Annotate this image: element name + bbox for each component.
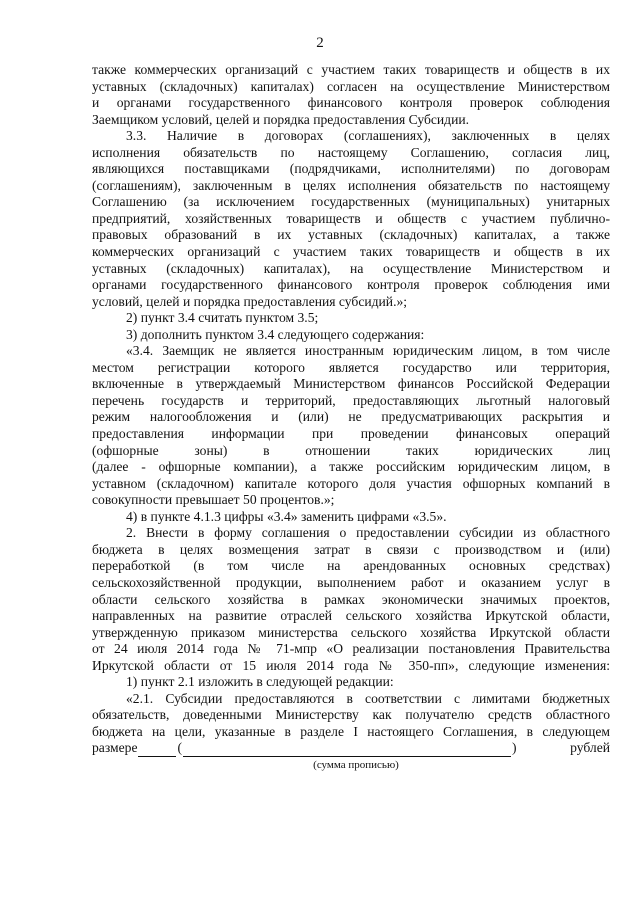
text-line: уставных (складочных) капиталах), на осуществление Министерством и xyxy=(92,260,610,276)
text-line: 4) в пункте 4.1.3 цифры «3.4» заменить цифрами «3.5». xyxy=(126,508,447,524)
text-line: 1) пункт 2.1 изложить в следующей редакции: xyxy=(126,674,394,690)
sum-label: размере xyxy=(92,740,138,756)
text-line: являющихся поставщиками (подрядчиками, исполнителями) по договорам xyxy=(92,161,610,177)
document-body xyxy=(92,62,610,772)
text-line: бюджета на цели, указанные в разделе I настоящего Соглашения, в следующем xyxy=(92,723,610,739)
sum-words-blank xyxy=(183,743,511,757)
sum-close-paren: ) xyxy=(512,740,517,756)
sum-caption: (сумма прописью) xyxy=(313,758,399,771)
text-line: (далее - офшорные компании), а также российским юридическим лицом, в xyxy=(92,459,610,475)
paragraph-lines xyxy=(92,62,610,740)
text-line: совокупности превышает 50 процентов.»; xyxy=(92,492,335,508)
text-line: и органами государственного финансового контроля проверок соблюдения xyxy=(92,95,610,111)
text-line: Заемщиком условий, целей и порядка предоставления Субсидии. xyxy=(92,111,470,127)
text-line: 3.3. Наличие в договорах (соглашениях), заключенных в целях xyxy=(126,128,610,144)
text-line: включенные в утверждаемый Министерством финансов Российской Федерации xyxy=(92,376,610,392)
text-line: (офшорные зоны) в отношении таких юридических лиц xyxy=(92,442,610,458)
text-line: «3.4. Заемщик не является иностранным юридическим лицом, в том числе xyxy=(126,343,610,359)
text-line: перечень государств и территорий, предоставляющих льготный налоговый xyxy=(92,392,610,408)
text-line: области сельского хозяйства в рамках экономически значимых проектов, xyxy=(92,591,610,607)
text-line: направленных на развитие отраслей сельского хозяйства Иркутской области, xyxy=(92,608,610,624)
text-line: также коммерческих организаций с участием таких товариществ и обществ в их xyxy=(92,62,610,77)
sum-number-blank xyxy=(138,743,176,757)
text-line: бюджета в целях возмещения затрат в связи с производством и (или) xyxy=(92,541,610,557)
text-line: предприятий, хозяйственных товариществ и обществ с участием публично- xyxy=(92,210,610,226)
text-line: (соглашениям), заключенным в целях исполнения обязательств по настоящему xyxy=(92,177,610,193)
text-line: 2) пункт 3.4 считать пунктом 3.5; xyxy=(126,310,319,326)
text-line: 3) дополнить пунктом 3.4 следующего содержания: xyxy=(126,326,425,342)
text-line: исполнения обязательств по настоящему Соглашению, согласия лиц, xyxy=(92,144,610,160)
page-number: 2 xyxy=(316,35,324,51)
text-line: условий, целей и порядка предоставления субсидий.»; xyxy=(92,293,408,309)
text-line: сельскохозяйственной продукции, выполнением работ и оказанием услуг в xyxy=(92,574,610,590)
text-line: утвержденную приказом министерства сельского хозяйства Иркутской области xyxy=(92,624,610,640)
text-line: режим налогообложения и (или) не предусматривающих раскрытия и xyxy=(92,409,610,425)
text-line: Иркутской области от 15 июля 2014 года № 350-пп», следующие изменения: xyxy=(92,657,610,673)
text-line: обязательств, доведенными Министерству как получателю средств областного xyxy=(92,707,610,723)
sum-line xyxy=(92,740,610,757)
text-line: переработкой (в том числе на арендованных основных средствах) xyxy=(92,558,610,574)
text-line: 2. Внести в форму соглашения о предоставлении субсидии из областного xyxy=(126,525,610,541)
sum-currency: рублей xyxy=(570,740,610,756)
text-line: уставном (складочном) капитале которого доля участия офшорных компаний в xyxy=(92,475,610,491)
sum-open-paren: ( xyxy=(177,740,183,756)
text-line: правовых образований в их уставных (складочных) капиталах, а также xyxy=(92,227,610,243)
text-line: «2.1. Субсидии предоставляются в соответствии с лимитами бюджетных xyxy=(126,690,610,706)
text-line: от 24 июля 2014 года № 71-мпр «О реализации постановления Правительства xyxy=(92,641,610,657)
text-line: предоставления информации при проведении финансовых операций xyxy=(92,426,610,442)
text-line: органами государственного финансового контроля проверок соблюдения ими xyxy=(92,277,610,293)
text-line: коммерческих организаций с участием таких товариществ и обществ в их xyxy=(92,244,610,260)
text-line: уставных (складочных) капиталах) согласен на осуществление Министерством xyxy=(92,78,610,94)
text-line: Соглашению (за исключением государственных (муниципальных) унитарных xyxy=(92,194,610,210)
text-line: местом регистрации которого является государство или территория, xyxy=(92,359,610,375)
